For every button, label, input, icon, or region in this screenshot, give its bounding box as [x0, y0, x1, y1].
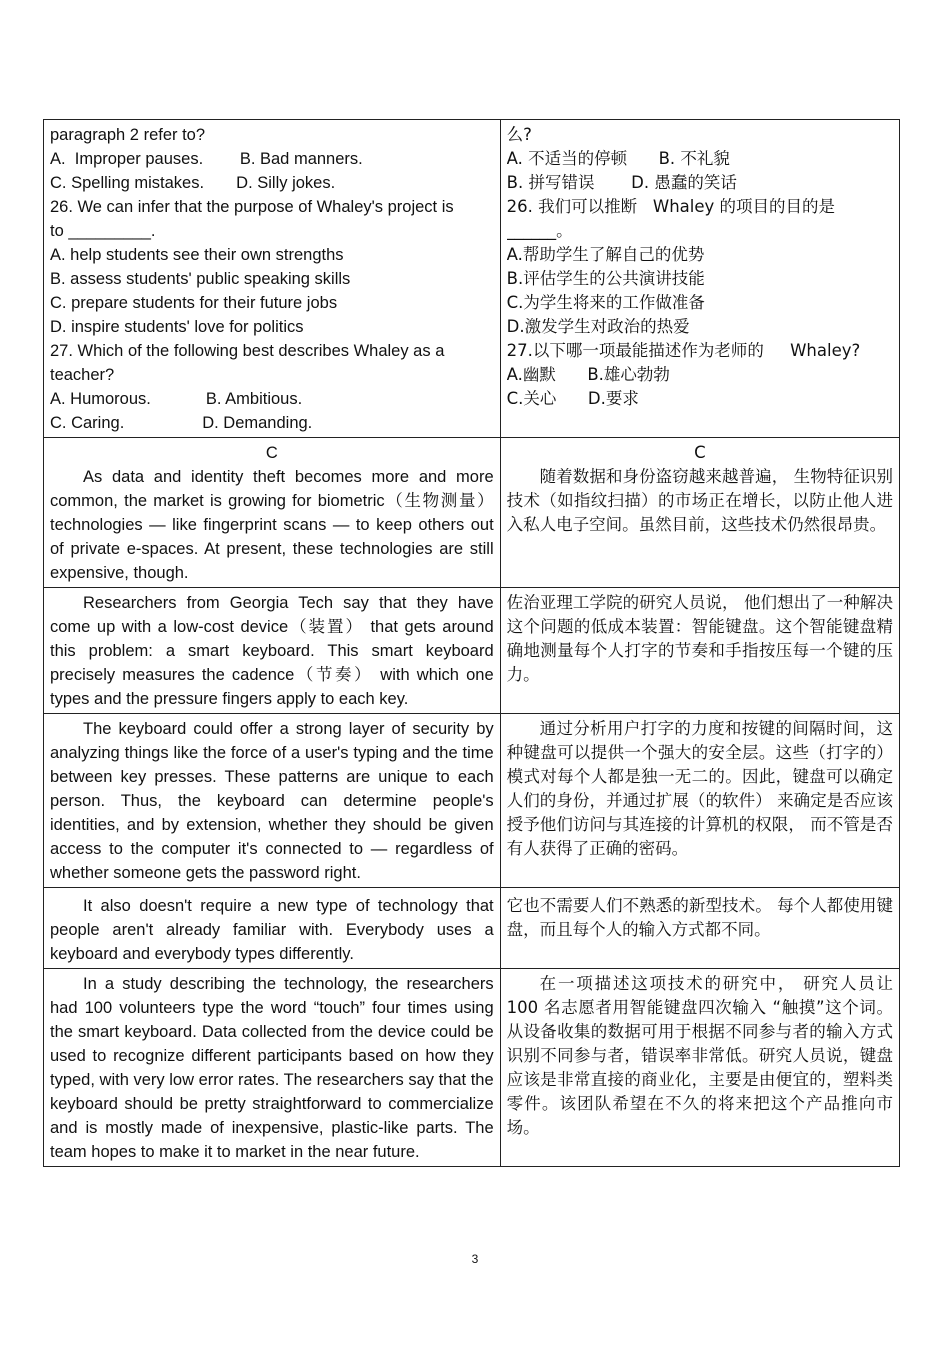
- paragraph-text: It also doesn't require a new type of technology that people aren't already familiar with. Everybody uses a keyboard and everybody types differently.: [50, 897, 494, 963]
- passage-chinese: [500, 438, 899, 588]
- questions-row: [44, 120, 900, 438]
- question-line-zh: 26. 我们可以推断 Whaley 的项目的目的是: [506, 197, 836, 216]
- bilingual-table: [43, 119, 900, 1167]
- question-line-zh: 么?: [506, 125, 532, 144]
- paragraph-text-zh: 在一项描述这项技术的研究中， 研究人员让 100 名志愿者用智能键盘四次输入 “触摸”这个词。从设备收集的数据可用于根据不同参与者的输入方式识别不同参与者，错误率非常低。研究人员说，键盘应该是非常直接的商业化，主要是由便宜的，塑料类零件。该团队希望在不久的将来把这个产品推向市场。: [506, 974, 893, 1137]
- question-line: A. Humorous. B. Ambitious.: [50, 390, 303, 408]
- paragraph-row: [44, 888, 900, 969]
- passage-chinese: [500, 714, 899, 888]
- question-line: B. assess students' public speaking skills: [50, 270, 351, 288]
- questions-chinese: [500, 120, 899, 438]
- question-line-zh: C.为学生将来的工作做准备: [506, 293, 705, 312]
- question-line: 26. We can infer that the purpose of Whaley's project is: [50, 198, 454, 216]
- question-line: paragraph 2 refer to?: [50, 126, 206, 144]
- page-number: 3: [471, 1252, 479, 1266]
- passage-english: [44, 888, 501, 969]
- question-line-zh: A.幽默 B.雄心勃勃: [506, 365, 670, 384]
- question-line: 27. Which of the following best describes Whaley as a: [50, 342, 445, 360]
- paragraph-text: As data and identity theft becomes more and more common, the market is growing for biometric（生物测量） technologies — like fingerprint scans — to keep others out of private e-spaces. At present, these technologies are still expensive, though.: [50, 468, 494, 582]
- paragraph-text: The keyboard could offer a strong layer of security by analyzing things like the force of a user's typing and the time between key presses. These patterns are unique to each person. Thus, the keyboard can determine people's identities, and by extension, whether they should be given access to the computer it's connected to — regardless of whether someone gets the password right.: [50, 720, 494, 882]
- questions-english: [44, 120, 501, 438]
- question-line-zh: A.帮助学生了解自己的优势: [506, 245, 705, 264]
- paragraph-row: [44, 714, 900, 888]
- question-line: C. prepare students for their future jobs: [50, 294, 338, 312]
- paragraph-text: In a study describing the technology, the researchers had 100 volunteers type the word “touch” four times using the smart keyboard. Data collected from the device could be used to recognize different participants based on how they typed, with very low error rates. The researchers say that the keyboard should be pretty straightforward to commercialize and is mostly made of inexpensive, plastic-like parts. The team hopes to make it to market in the near future.: [50, 975, 494, 1161]
- paragraph-text: Researchers from Georgia Tech say that they have come up with a low-cost device（装置） that gets around this problem: a smart keyboard. This smart keyboard precisely measures the cadence（节奏） with which one types and the pressure fingers apply to each key.: [50, 594, 494, 708]
- passage-chinese: [500, 969, 899, 1167]
- paragraph-text-zh: 它也不需要人们不熟悉的新型技术。 每个人都使用键盘，而且每个人的输入方式都不同。: [506, 896, 893, 939]
- question-line-zh: D.激发学生对政治的热爱: [506, 317, 690, 336]
- paragraph-text-zh: 佐治亚理工学院的研究人员说， 他们想出了一种解决这个问题的低成本装置：智能键盘。这个智能键盘精确地测量每个人打字的节奏和手指按压每一个键的压力。: [506, 593, 893, 684]
- paragraph-text-zh: 通过分析用户打字的力度和按键的间隔时间，这种键盘可以提供一个强大的安全层。这些（打字的）模式对每个人都是独一无二的。因此，键盘可以确定人们的身份，并通过扩展（的软件） 来确定是否应该授予他们访问与其连接的计算机的权限， 而不管是否有人获得了正确的密码。: [506, 719, 893, 858]
- question-line: to _________.: [50, 222, 156, 240]
- question-line: A. help students see their own strengths: [50, 246, 344, 264]
- passage-english: [44, 588, 501, 714]
- passage-chinese: [500, 588, 899, 714]
- question-line: D. inspire students' love for politics: [50, 318, 304, 336]
- section-heading-zh: C: [694, 443, 706, 462]
- question-line-zh: B. 拼写错误 D. 愚蠢的笑话: [506, 173, 737, 192]
- passage-chinese: [500, 888, 899, 969]
- question-line-zh: 27.以下哪一项最能描述作为老师的 Whaley?: [506, 341, 861, 360]
- question-line-zh: A. 不适当的停顿 B. 不礼貌: [506, 149, 730, 168]
- question-line-zh: C.关心 D.要求: [506, 389, 639, 408]
- section-heading: C: [265, 444, 278, 462]
- paragraph-row: [44, 588, 900, 714]
- question-line: C. Spelling mistakes. D. Silly jokes.: [50, 174, 336, 192]
- paragraph-text-zh: 随着数据和身份盗窃越来越普遍， 生物特征识别技术（如指纹扫描）的市场正在增长，以防止他人进入私人电子空间。虽然目前，这些技术仍然很昂贵。: [506, 467, 893, 534]
- passage-english: [44, 969, 501, 1167]
- question-line: C. Caring. D. Demanding.: [50, 414, 313, 432]
- question-line: teacher?: [50, 366, 115, 384]
- paragraph-row: [44, 969, 900, 1167]
- question-line-zh: ______。: [506, 221, 573, 240]
- passage-english: [44, 438, 501, 588]
- passage-english: [44, 714, 501, 888]
- question-line-zh: B.评估学生的公共演讲技能: [506, 269, 705, 288]
- question-line: A. Improper pauses. B. Bad manners.: [50, 150, 363, 168]
- paragraph-row: [44, 438, 900, 588]
